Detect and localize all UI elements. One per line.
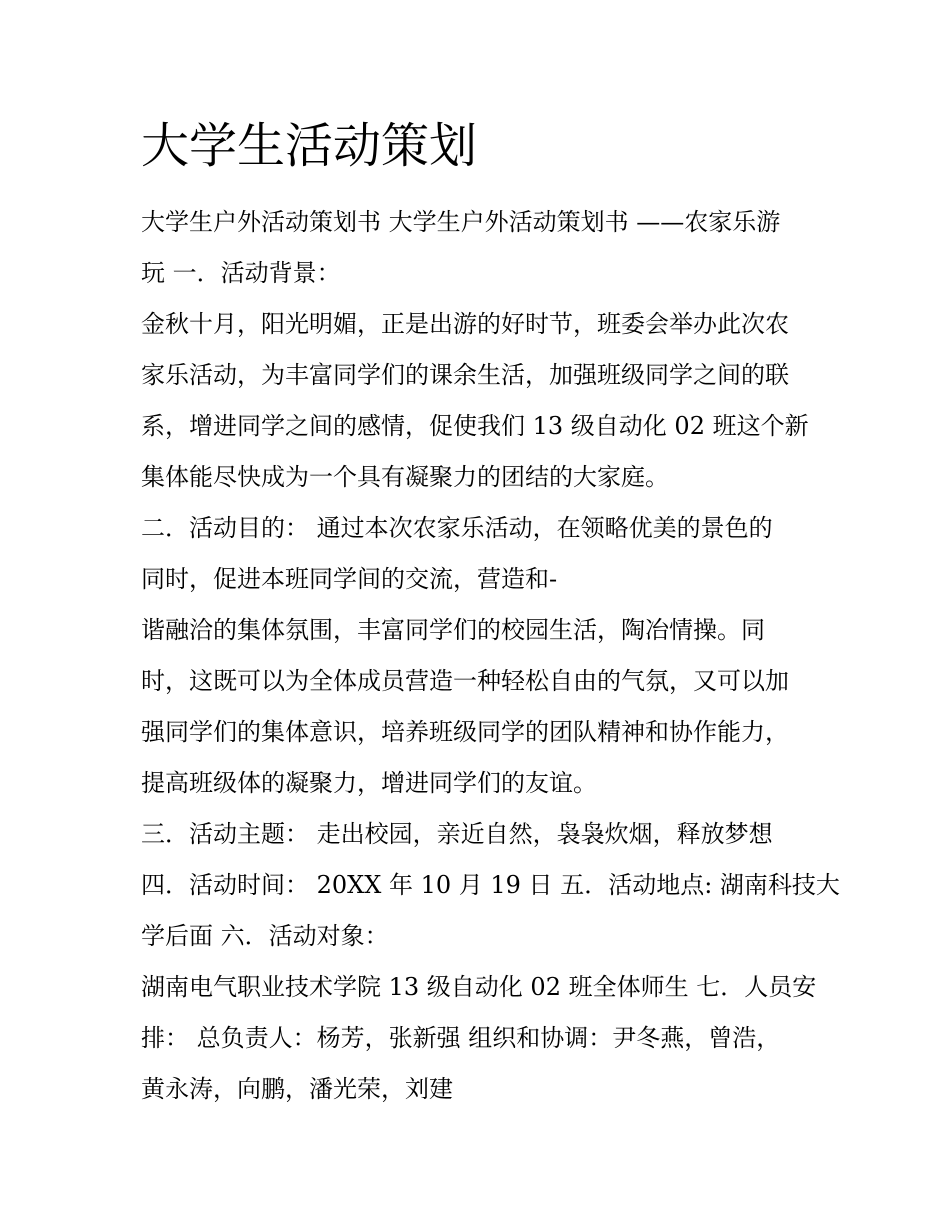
- body-line-11: 强同学们的集体意识，培养班级同学的团队精神和协作能力，: [141, 718, 789, 746]
- body-line-9: 谐融洽的集体氛围，丰富同学们的校园生活，陶冶情操。同: [141, 616, 765, 644]
- body-line-7: 二．活动目的： 通过本次农家乐活动，在领略优美的景色的: [141, 514, 773, 542]
- body-line-8: 同时，促进本班同学间的交流，营造和-: [141, 565, 558, 593]
- body-line-4: 家乐活动，为丰富同学们的课余生活，加强班级同学之间的联: [141, 361, 789, 389]
- body-line-17: 排： 总负责人：杨芳，张新强 组织和协调：尹冬燕，曾浩，: [141, 1024, 781, 1052]
- body-line-1: 大学生户外活动策划书 大学生户外活动策划书 ——农家乐游: [141, 208, 781, 236]
- body-line-10: 时，这既可以为全体成员营造一种轻松自由的气氛，又可以加: [141, 667, 789, 695]
- body-line-16: 湖南电气职业技术学院 13 级自动化 02 班全体师生 七．人员安: [141, 973, 817, 1001]
- body-line-18: 黄永涛，向鹏，潘光荣，刘建: [141, 1075, 453, 1103]
- body-line-14: 四．活动时间： 20XX 年 10 月 19 日 五．活动地点: 湖南科技大: [141, 871, 840, 899]
- body-line-15: 学后面 六．活动对象：: [141, 922, 389, 950]
- body-line-5: 系，增进同学之间的感情，促使我们 13 级自动化 02 班这个新: [141, 412, 809, 440]
- body-line-2: 玩 一．活动背景：: [141, 259, 341, 287]
- body-line-6: 集体能尽快成为一个具有凝聚力的团结的大家庭。: [141, 463, 669, 491]
- body-line-12: 提高班级体的凝聚力，增进同学们的友谊。: [141, 769, 597, 797]
- body-line-13: 三．活动主题： 走出校园，亲近自然，袅袅炊烟，释放梦想: [141, 820, 773, 848]
- document-title: 大学生活动策划: [141, 118, 478, 174]
- body-line-3: 金秋十月，阳光明媚，正是出游的好时节，班委会举办此次农: [141, 310, 789, 338]
